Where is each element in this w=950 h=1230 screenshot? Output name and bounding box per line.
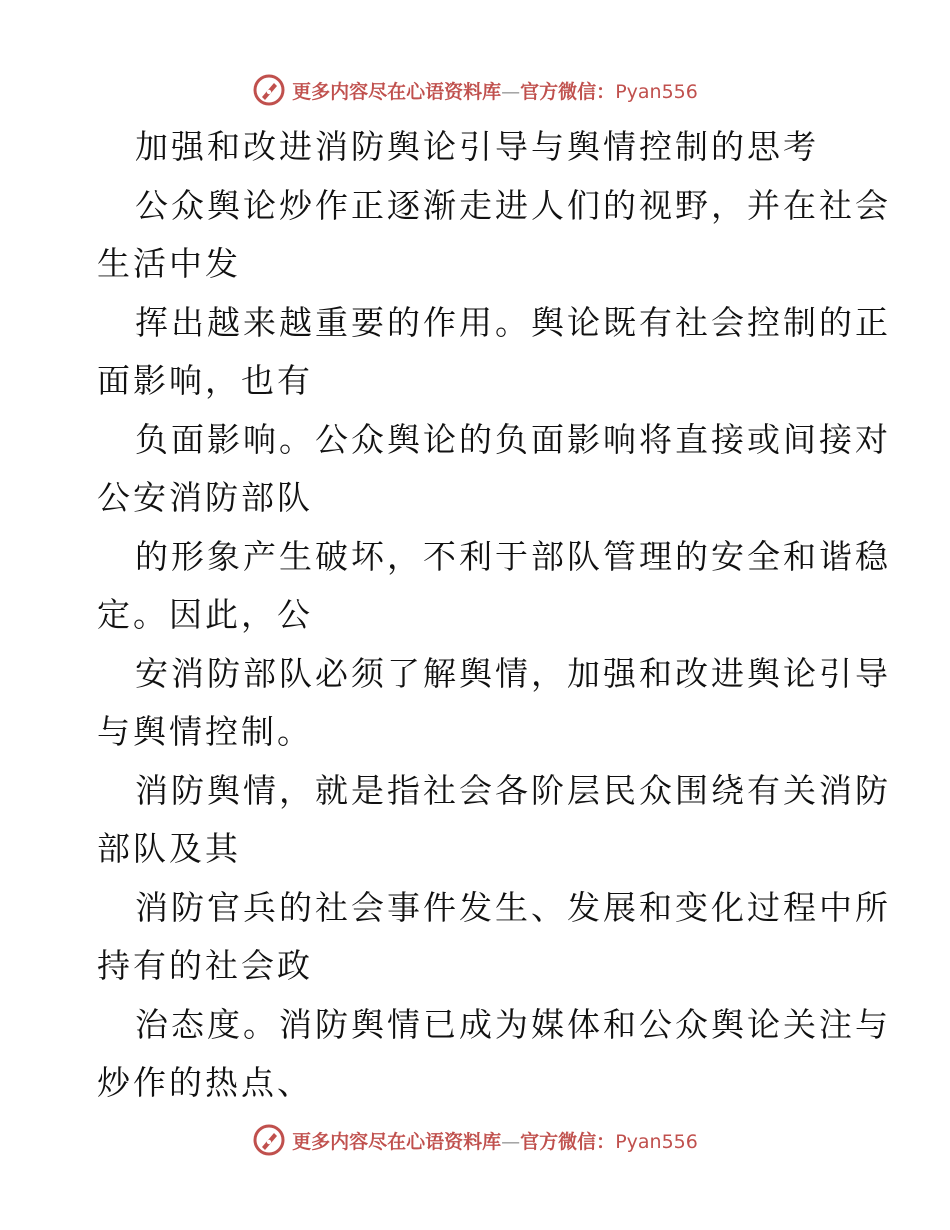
paragraph-line: 负面影响。公众舆论的负面影响将直接或间接对 xyxy=(135,419,891,459)
paragraph-line: 消防官兵的社会事件发生、发展和变化过程中所 xyxy=(135,887,891,927)
paragraph-line: 生活中发 xyxy=(97,244,241,283)
paragraph-line: 挥出越来越重要的作用。舆论既有社会控制的正 xyxy=(135,302,891,342)
paragraph-line: 持有的社会政 xyxy=(97,946,313,985)
banner-title: 更多内容尽在心语资料库 xyxy=(292,80,502,103)
paragraph-line: 炒作的热点、 xyxy=(97,1063,313,1102)
paragraph-line: 与舆情控制。 xyxy=(97,712,313,751)
banner-wechat-id: Pyan556 xyxy=(615,1130,698,1153)
pen-nib-logo-icon xyxy=(252,1123,286,1157)
document-title: 加强和改进消防舆论引导与舆情控制的思考 xyxy=(135,127,819,166)
footer-banner-text xyxy=(292,1127,698,1154)
header-banner-text xyxy=(292,77,698,104)
footer-watermark-banner xyxy=(0,1120,950,1160)
banner-wechat-id: Pyan556 xyxy=(615,80,698,103)
paragraph-line: 安消防部队必须了解舆情，加强和改进舆论引导 xyxy=(135,653,891,693)
paragraph-line: 公安消防部队 xyxy=(97,478,313,517)
paragraph-line: 治态度。消防舆情已成为媒体和公众舆论关注与 xyxy=(135,1004,891,1044)
banner-wechat-label: 官方微信： xyxy=(520,80,616,103)
banner-wechat-label: 官方微信： xyxy=(520,1130,616,1153)
banner-separator: — xyxy=(501,80,521,103)
paragraph-line: 消防舆情，就是指社会各阶层民众围绕有关消防 xyxy=(135,770,891,810)
paragraph-line: 部队及其 xyxy=(97,829,241,868)
pen-nib-logo-icon xyxy=(252,73,286,107)
document-body xyxy=(97,118,891,1113)
paragraph-line: 定。因此，公 xyxy=(97,595,313,634)
paragraph-line: 的形象产生破坏，不利于部队管理的安全和谐稳 xyxy=(135,536,891,576)
banner-separator: — xyxy=(501,1130,521,1153)
header-watermark-banner xyxy=(0,70,950,110)
banner-title: 更多内容尽在心语资料库 xyxy=(292,1130,502,1153)
paragraph-line: 面影响，也有 xyxy=(97,361,313,400)
paragraph-line: 公众舆论炒作正逐渐走进人们的视野，并在社会 xyxy=(135,185,891,225)
